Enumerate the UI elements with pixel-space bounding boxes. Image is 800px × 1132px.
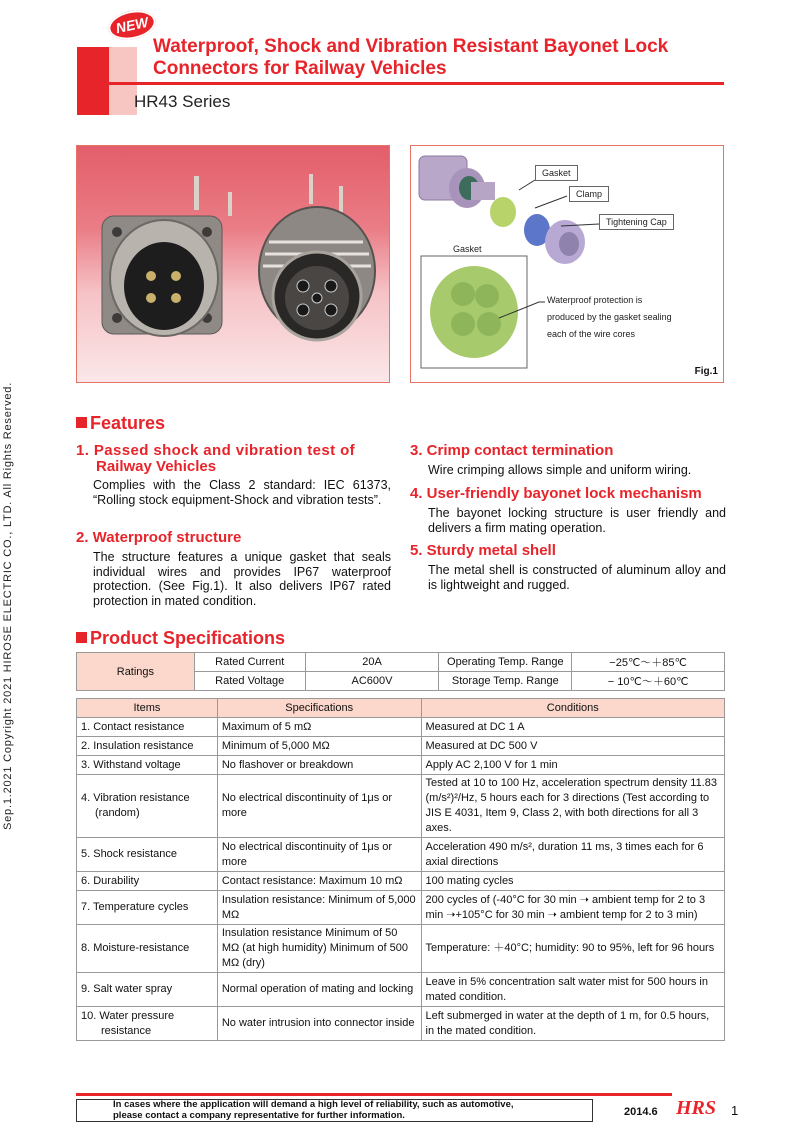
table-row <box>77 891 725 925</box>
table-row <box>77 838 725 872</box>
item-cell: 3. Withstand voltage <box>77 756 218 775</box>
gasket-label: Gasket <box>453 244 482 254</box>
spec-cell: Normal operation of mating and locking <box>217 973 421 1007</box>
condition-cell: 100 mating cycles <box>421 872 724 891</box>
spec-cell: No electrical discontinuity of 1μs or more <box>217 775 421 838</box>
exploded-view-illustration <box>411 146 724 383</box>
feature-4-title: 4. User-friendly bayonet lock mechanism <box>410 485 702 502</box>
column-header: Items <box>77 699 218 718</box>
ratings-cell: −25℃〜＋85℃ <box>572 653 725 672</box>
ratings-label: Ratings <box>77 653 195 691</box>
tightening-cap-callout: Tightening Cap <box>599 214 674 230</box>
ratings-cell: − 10℃〜＋60℃ <box>572 672 725 691</box>
spec-cell: No water intrusion into connector inside <box>217 1007 421 1041</box>
new-badge: NEW <box>106 6 159 43</box>
footer-date: 2014.6 <box>624 1106 658 1118</box>
header-red-band <box>77 47 137 115</box>
spec-cell: Insulation resistance Minimum of 50 MΩ (at high humidity) Minimum of 500 MΩ (dry) <box>217 925 421 973</box>
table-row <box>77 756 725 775</box>
table-row <box>77 1007 725 1041</box>
ratings-cell: Operating Temp. Range <box>439 653 572 672</box>
ratings-cell: Storage Temp. Range <box>439 672 572 691</box>
ratings-cell: AC600V <box>305 672 439 691</box>
condition-cell: Left submerged in water at the depth of 1 m, for 0.5 hours, in the mated condition. <box>421 1007 724 1041</box>
item-cell: 1. Contact resistance <box>77 718 218 737</box>
feature-3-text: Wire crimping allows simple and uniform wiring. <box>428 463 692 477</box>
table-row <box>77 718 725 737</box>
item-cell: 8. Moisture-resistance <box>77 925 218 973</box>
item-cell: 5. Shock resistance <box>77 838 218 872</box>
table-row <box>77 925 725 973</box>
feature-4-text: The bayonet locking structure is user friendly and delivers a firm mating operation. <box>428 506 726 535</box>
product-photo <box>76 145 390 383</box>
spec-cell: No flashover or breakdown <box>217 756 421 775</box>
figure-caption: Fig.1 <box>694 366 718 377</box>
feature-5-text: The metal shell is constructed of aluminum alloy and is lightweight and rugged. <box>428 563 726 592</box>
series-name: HR43 Series <box>134 92 231 111</box>
condition-cell: Measured at DC 500 V <box>421 737 724 756</box>
condition-cell: Tested at 10 to 100 Hz, acceleration spectrum density 11.83 (m/s²)²/Hz, 5 hours each for 3 directions (Test according to JIS E 4031, Item 9, Class 2, with both directions for all 3 axes. <box>421 775 724 838</box>
spec-cell: Minimum of 5,000 MΩ <box>217 737 421 756</box>
condition-cell: Leave in 5% concentration salt water mist for 500 hours in mated condition. <box>421 973 724 1007</box>
footer-notice: In cases where the application will demand a high level of reliability, such as automotive, please contact a company representative for further information. <box>76 1099 593 1122</box>
item-cell: 10. Water pressure resistance <box>77 1007 218 1041</box>
spec-cell: Insulation resistance: Minimum of 5,000 MΩ <box>217 891 421 925</box>
table-row <box>77 737 725 756</box>
item-cell: 9. Salt water spray <box>77 973 218 1007</box>
connector-photo-illustration <box>77 146 390 383</box>
feature-2-text: The structure features a unique gasket that seals individual wires and provides IP67 waterproof protection. (See Fig.1). It also delivers IP67 rated protection in mated condition. <box>93 550 391 608</box>
spec-cell: Maximum of 5 mΩ <box>217 718 421 737</box>
gasket-callout: Gasket <box>535 165 578 181</box>
heading-square-marker <box>76 632 87 643</box>
item-cell: 7. Temperature cycles <box>77 891 218 925</box>
hrs-logo <box>676 1096 720 1118</box>
condition-cell: Measured at DC 1 A <box>421 718 724 737</box>
features-heading: Features <box>76 413 165 434</box>
heading-square-marker <box>76 417 87 428</box>
feature-1-title: 1. Passed shock and vibration test of Railway Vehicles <box>76 442 356 475</box>
title-rule <box>109 82 724 85</box>
ratings-cell: Rated Voltage <box>194 672 305 691</box>
page-number: 1 <box>731 1103 739 1118</box>
ratings-table <box>76 652 725 691</box>
condition-cell: Apply AC 2,100 V for 1 min <box>421 756 724 775</box>
hrs-logo-mark <box>676 1096 720 1118</box>
item-cell: 6. Durability <box>77 872 218 891</box>
item-cell: 2. Insulation resistance <box>77 737 218 756</box>
item-cell: 4. Vibration resistance (random) <box>77 775 218 838</box>
specifications-table <box>76 698 725 1041</box>
column-header: Specifications <box>217 699 421 718</box>
waterproof-note: Waterproof protection is produced by the gasket sealing each of the wire cores <box>547 295 672 339</box>
spec-cell: No electrical discontinuity of 1μs or more <box>217 838 421 872</box>
condition-cell: 200 cycles of (-40°C for 30 min ➝ ambient temp for 2 to 3 min ➝+105°C for 30 min ➝ ambient temp for 2 to 3 min) <box>421 891 724 925</box>
footer-rule <box>76 1093 672 1096</box>
clamp-callout: Clamp <box>569 186 609 202</box>
feature-2-title: 2. Waterproof structure <box>76 529 242 546</box>
table-row <box>77 775 725 838</box>
column-header: Conditions <box>421 699 724 718</box>
copyright-side-text: Sep.1.2021 Copyright 2021 HIROSE ELECTRIC CO., LTD. All Rights Reserved. <box>2 381 14 830</box>
table-row <box>77 973 725 1007</box>
feature-3-title: 3. Crimp contact termination <box>410 442 614 459</box>
feature-1-text: Complies with the Class 2 standard: IEC 61373, “Rolling stock equipment-Shock and vibration tests”. <box>93 478 391 507</box>
svg-text:HRS: HRS <box>676 1097 717 1118</box>
spec-cell: Contact resistance: Maximum 10 mΩ <box>217 872 421 891</box>
table-header-row <box>77 699 725 718</box>
ratings-cell: Rated Current <box>194 653 305 672</box>
page-title: Waterproof, Shock and Vibration Resistant Bayonet Lock Connectors for Railway Vehicles <box>153 36 669 79</box>
ratings-cell: 20A <box>305 653 439 672</box>
condition-cell: Acceleration 490 m/s², duration 11 ms, 3 times each for 6 axial directions <box>421 838 724 872</box>
specifications-heading: Product Specifications <box>76 628 285 649</box>
feature-5-title: 5. Sturdy metal shell <box>410 542 556 559</box>
table-row <box>77 872 725 891</box>
figure-1 <box>410 145 724 383</box>
condition-cell: Temperature: ＋40°C; humidity: 90 to 95%, left for 96 hours <box>421 925 724 973</box>
